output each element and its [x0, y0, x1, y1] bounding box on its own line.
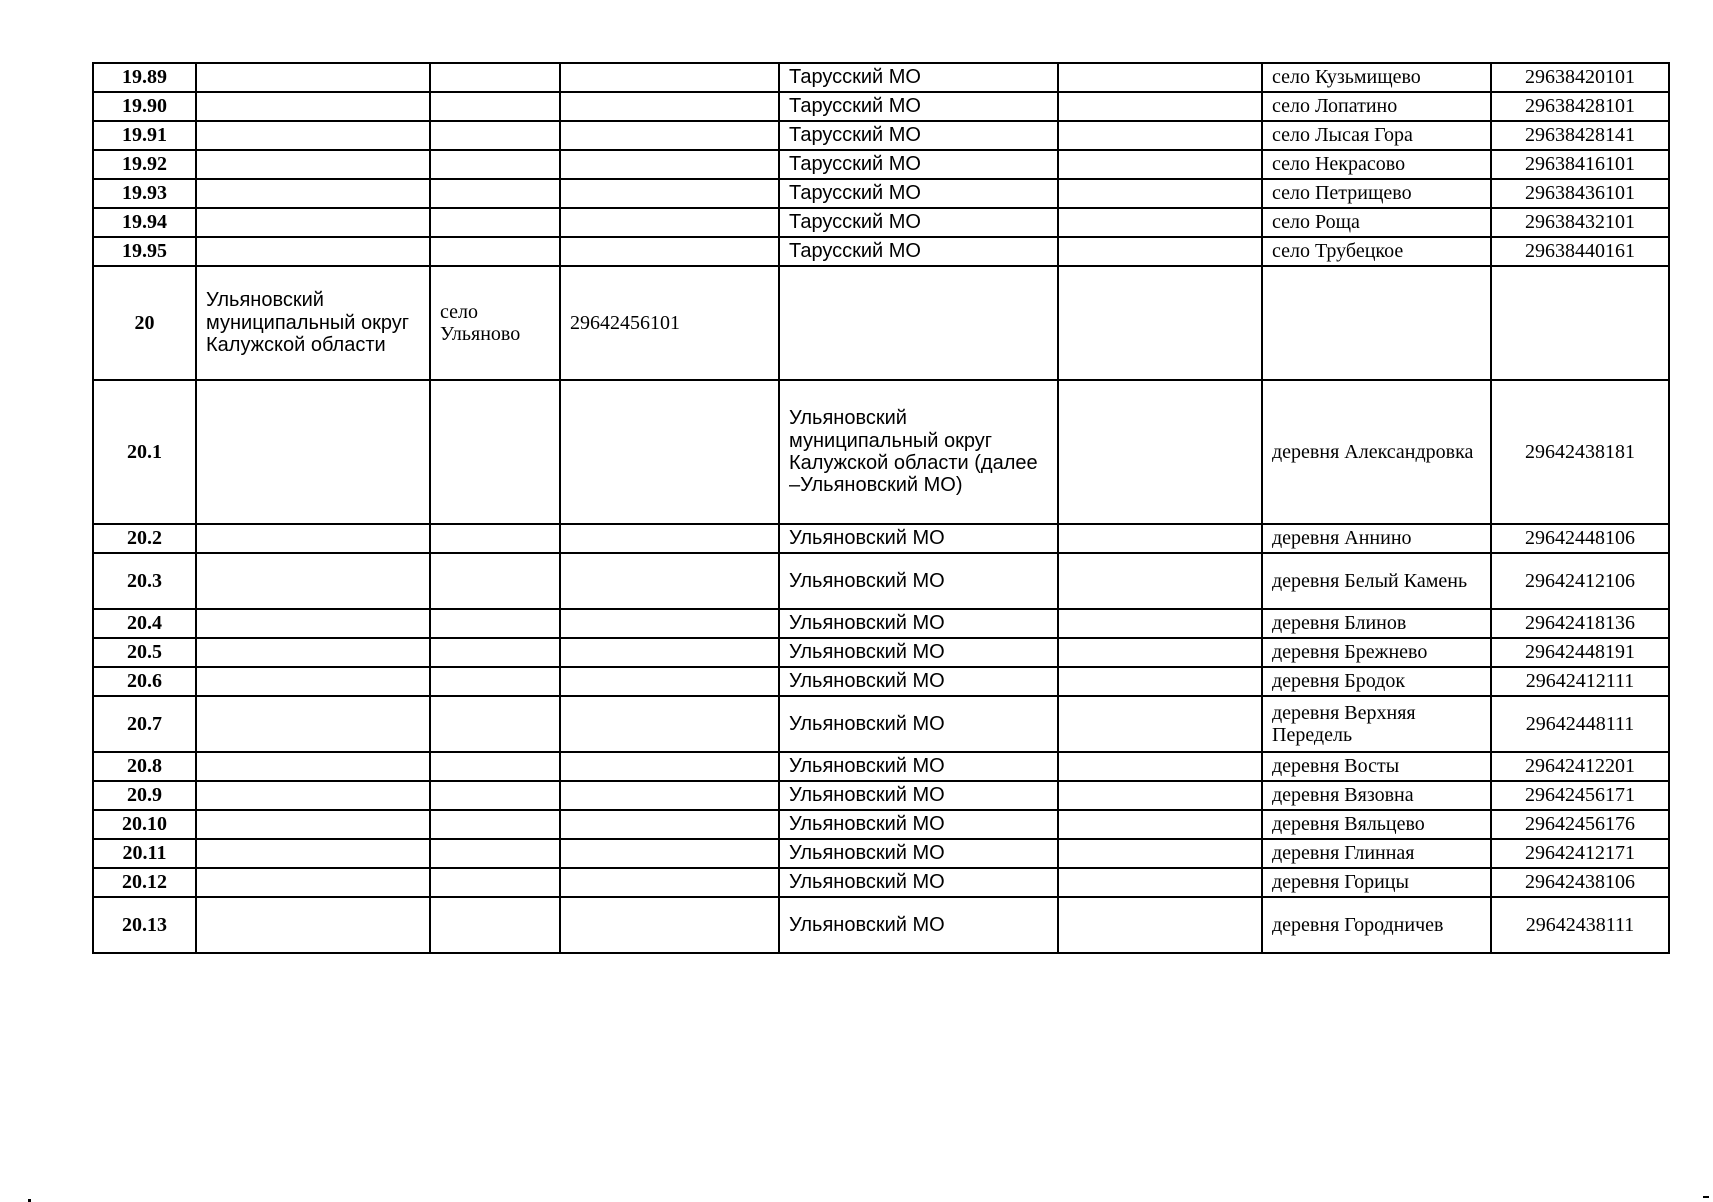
table-row	[93, 638, 1669, 667]
admin-center: село Ульяново	[430, 266, 560, 380]
row-number: 20.10	[93, 810, 196, 839]
table-row	[93, 667, 1669, 696]
row-number: 20.2	[93, 524, 196, 553]
blank-cell	[1058, 781, 1262, 810]
sub-municipality: Тарусский МО	[779, 150, 1058, 179]
admin-center-oktmo	[560, 524, 779, 553]
sub-municipality: Ульяновский МО	[779, 667, 1058, 696]
settlement-name: деревня Верхняя Передель	[1262, 696, 1491, 752]
municipality-name	[196, 667, 430, 696]
municipality-name	[196, 868, 430, 897]
municipality-name	[196, 696, 430, 752]
settlement-name: село Роща	[1262, 208, 1491, 237]
settlement-oktmo: 29642438181	[1491, 380, 1669, 524]
municipality-name	[196, 553, 430, 609]
admin-center	[430, 781, 560, 810]
row-number: 20.12	[93, 868, 196, 897]
sub-municipality: Тарусский МО	[779, 237, 1058, 266]
settlement-name: деревня Александровка	[1262, 380, 1491, 524]
admin-center-oktmo	[560, 781, 779, 810]
municipality-name	[196, 609, 430, 638]
admin-center	[430, 63, 560, 92]
municipality-name	[196, 208, 430, 237]
table-row	[93, 380, 1669, 524]
admin-center-oktmo	[560, 752, 779, 781]
admin-center	[430, 237, 560, 266]
admin-center-oktmo: 29642456101	[560, 266, 779, 380]
settlement-name: деревня Вяльцево	[1262, 810, 1491, 839]
settlement-name: деревня Бродок	[1262, 667, 1491, 696]
sub-municipality	[779, 266, 1058, 380]
settlement-name: деревня Городничев	[1262, 897, 1491, 953]
settlement-oktmo	[1491, 266, 1669, 380]
settlement-name: село Лопатино	[1262, 92, 1491, 121]
sub-municipality: Ульяновский МО	[779, 897, 1058, 953]
blank-cell	[1058, 150, 1262, 179]
admin-center	[430, 868, 560, 897]
admin-center-oktmo	[560, 208, 779, 237]
admin-center-oktmo	[560, 897, 779, 953]
row-number: 20.5	[93, 638, 196, 667]
municipality-name	[196, 781, 430, 810]
table-row	[93, 208, 1669, 237]
admin-center	[430, 524, 560, 553]
settlements-table	[92, 62, 1670, 954]
settlement-oktmo: 29642438106	[1491, 868, 1669, 897]
settlement-oktmo: 29642448111	[1491, 696, 1669, 752]
admin-center-oktmo	[560, 121, 779, 150]
blank-cell	[1058, 237, 1262, 266]
row-number: 20.8	[93, 752, 196, 781]
row-number: 20.6	[93, 667, 196, 696]
municipality-name	[196, 121, 430, 150]
table-row	[93, 92, 1669, 121]
settlement-name: деревня Блинов	[1262, 609, 1491, 638]
table-row	[93, 609, 1669, 638]
row-number: 20	[93, 266, 196, 380]
settlement-oktmo: 29638420101	[1491, 63, 1669, 92]
table-row	[93, 781, 1669, 810]
admin-center	[430, 553, 560, 609]
sub-municipality: Тарусский МО	[779, 121, 1058, 150]
row-number: 20.7	[93, 696, 196, 752]
settlement-name	[1262, 266, 1491, 380]
settlement-oktmo: 29642448191	[1491, 638, 1669, 667]
municipality-name: Ульяновский муниципальный округ Калужской области	[196, 266, 430, 380]
admin-center	[430, 121, 560, 150]
row-number: 20.4	[93, 609, 196, 638]
row-number: 19.91	[93, 121, 196, 150]
sub-municipality: Тарусский МО	[779, 208, 1058, 237]
blank-cell	[1058, 63, 1262, 92]
admin-center-oktmo	[560, 810, 779, 839]
table-row	[93, 696, 1669, 752]
row-number: 20.9	[93, 781, 196, 810]
sub-municipality: Ульяновский МО	[779, 810, 1058, 839]
municipality-name	[196, 752, 430, 781]
municipality-name	[196, 810, 430, 839]
admin-center	[430, 609, 560, 638]
municipality-name	[196, 839, 430, 868]
municipality-name	[196, 380, 430, 524]
admin-center	[430, 839, 560, 868]
municipality-name	[196, 524, 430, 553]
settlement-oktmo: 29638432101	[1491, 208, 1669, 237]
blank-cell	[1058, 839, 1262, 868]
row-number: 20.3	[93, 553, 196, 609]
admin-center	[430, 380, 560, 524]
municipality-name	[196, 237, 430, 266]
settlement-oktmo: 29642456171	[1491, 781, 1669, 810]
row-number: 19.93	[93, 179, 196, 208]
admin-center-oktmo	[560, 609, 779, 638]
settlement-name: деревня Брежнево	[1262, 638, 1491, 667]
settlement-name: село Кузьмищево	[1262, 63, 1491, 92]
settlement-name: село Лысая Гора	[1262, 121, 1491, 150]
settlement-oktmo: 29642418136	[1491, 609, 1669, 638]
table-row	[93, 897, 1669, 953]
settlement-name: село Трубецкое	[1262, 237, 1491, 266]
blank-cell	[1058, 609, 1262, 638]
settlement-oktmo: 29642412106	[1491, 553, 1669, 609]
sub-municipality: Ульяновский МО	[779, 609, 1058, 638]
municipality-name	[196, 179, 430, 208]
settlement-name: деревня Белый Камень	[1262, 553, 1491, 609]
admin-center-oktmo	[560, 150, 779, 179]
municipality-name	[196, 63, 430, 92]
row-number: 20.13	[93, 897, 196, 953]
blank-cell	[1058, 897, 1262, 953]
table-row	[93, 63, 1669, 92]
row-number: 19.94	[93, 208, 196, 237]
blank-cell	[1058, 524, 1262, 553]
admin-center	[430, 897, 560, 953]
sub-municipality: Тарусский МО	[779, 92, 1058, 121]
admin-center-oktmo	[560, 237, 779, 266]
admin-center-oktmo	[560, 92, 779, 121]
settlement-oktmo: 29638428101	[1491, 92, 1669, 121]
row-number: 20.11	[93, 839, 196, 868]
admin-center-oktmo	[560, 667, 779, 696]
sub-municipality: Ульяновский МО	[779, 553, 1058, 609]
settlement-oktmo: 29638416101	[1491, 150, 1669, 179]
settlement-oktmo: 29642412111	[1491, 667, 1669, 696]
blank-cell	[1058, 380, 1262, 524]
settlement-name: деревня Глинная	[1262, 839, 1491, 868]
settlement-name: деревня Восты	[1262, 752, 1491, 781]
table-row	[93, 553, 1669, 609]
admin-center-oktmo	[560, 839, 779, 868]
row-number: 19.95	[93, 237, 196, 266]
blank-cell	[1058, 868, 1262, 897]
table-row	[93, 266, 1669, 380]
sub-municipality: Ульяновский МО	[779, 839, 1058, 868]
sub-municipality: Ульяновский МО	[779, 752, 1058, 781]
blank-cell	[1058, 92, 1262, 121]
settlement-oktmo: 29642456176	[1491, 810, 1669, 839]
municipality-name	[196, 150, 430, 179]
settlement-oktmo: 29638428141	[1491, 121, 1669, 150]
blank-cell	[1058, 696, 1262, 752]
blank-cell	[1058, 752, 1262, 781]
blank-cell	[1058, 179, 1262, 208]
table-row	[93, 752, 1669, 781]
blank-cell	[1058, 121, 1262, 150]
blank-cell	[1058, 553, 1262, 609]
settlement-name: деревня Горицы	[1262, 868, 1491, 897]
sub-municipality: Ульяновский МО	[779, 524, 1058, 553]
municipality-name	[196, 897, 430, 953]
blank-cell	[1058, 810, 1262, 839]
row-number: 19.90	[93, 92, 196, 121]
settlement-oktmo: 29642438111	[1491, 897, 1669, 953]
sub-municipality: Тарусский МО	[779, 63, 1058, 92]
admin-center-oktmo	[560, 179, 779, 208]
settlement-oktmo: 29638440161	[1491, 237, 1669, 266]
settlement-name: село Петрищево	[1262, 179, 1491, 208]
admin-center	[430, 92, 560, 121]
settlement-name: деревня Аннино	[1262, 524, 1491, 553]
settlement-oktmo: 29642448106	[1491, 524, 1669, 553]
settlement-oktmo: 29642412171	[1491, 839, 1669, 868]
admin-center-oktmo	[560, 696, 779, 752]
municipality-name	[196, 638, 430, 667]
settlement-name: деревня Вязовна	[1262, 781, 1491, 810]
admin-center	[430, 667, 560, 696]
admin-center-oktmo	[560, 63, 779, 92]
settlement-oktmo: 29642412201	[1491, 752, 1669, 781]
admin-center	[430, 638, 560, 667]
admin-center-oktmo	[560, 380, 779, 524]
row-number: 19.92	[93, 150, 196, 179]
blank-cell	[1058, 208, 1262, 237]
table-row	[93, 868, 1669, 897]
table-row	[93, 121, 1669, 150]
blank-cell	[1058, 266, 1262, 380]
blank-cell	[1058, 638, 1262, 667]
admin-center	[430, 208, 560, 237]
table-row	[93, 237, 1669, 266]
admin-center	[430, 752, 560, 781]
sub-municipality: Ульяновский МО	[779, 638, 1058, 667]
admin-center	[430, 179, 560, 208]
admin-center	[430, 810, 560, 839]
scan-speck	[1703, 1196, 1709, 1198]
table-row	[93, 179, 1669, 208]
row-number: 20.1	[93, 380, 196, 524]
municipality-name	[196, 92, 430, 121]
row-number: 19.89	[93, 63, 196, 92]
admin-center-oktmo	[560, 638, 779, 667]
admin-center	[430, 696, 560, 752]
table-row	[93, 524, 1669, 553]
sub-municipality: Ульяновский МО	[779, 696, 1058, 752]
settlement-name: село Некрасово	[1262, 150, 1491, 179]
table-row	[93, 150, 1669, 179]
admin-center	[430, 150, 560, 179]
sub-municipality: Ульяновский МО	[779, 781, 1058, 810]
sub-municipality: Тарусский МО	[779, 179, 1058, 208]
table-row	[93, 839, 1669, 868]
settlement-oktmo: 29638436101	[1491, 179, 1669, 208]
admin-center-oktmo	[560, 553, 779, 609]
admin-center-oktmo	[560, 868, 779, 897]
sub-municipality: Ульяновский муниципальный округ Калужской области (далее –Ульяновский МО)	[779, 380, 1058, 524]
sub-municipality: Ульяновский МО	[779, 868, 1058, 897]
blank-cell	[1058, 667, 1262, 696]
table-row	[93, 810, 1669, 839]
